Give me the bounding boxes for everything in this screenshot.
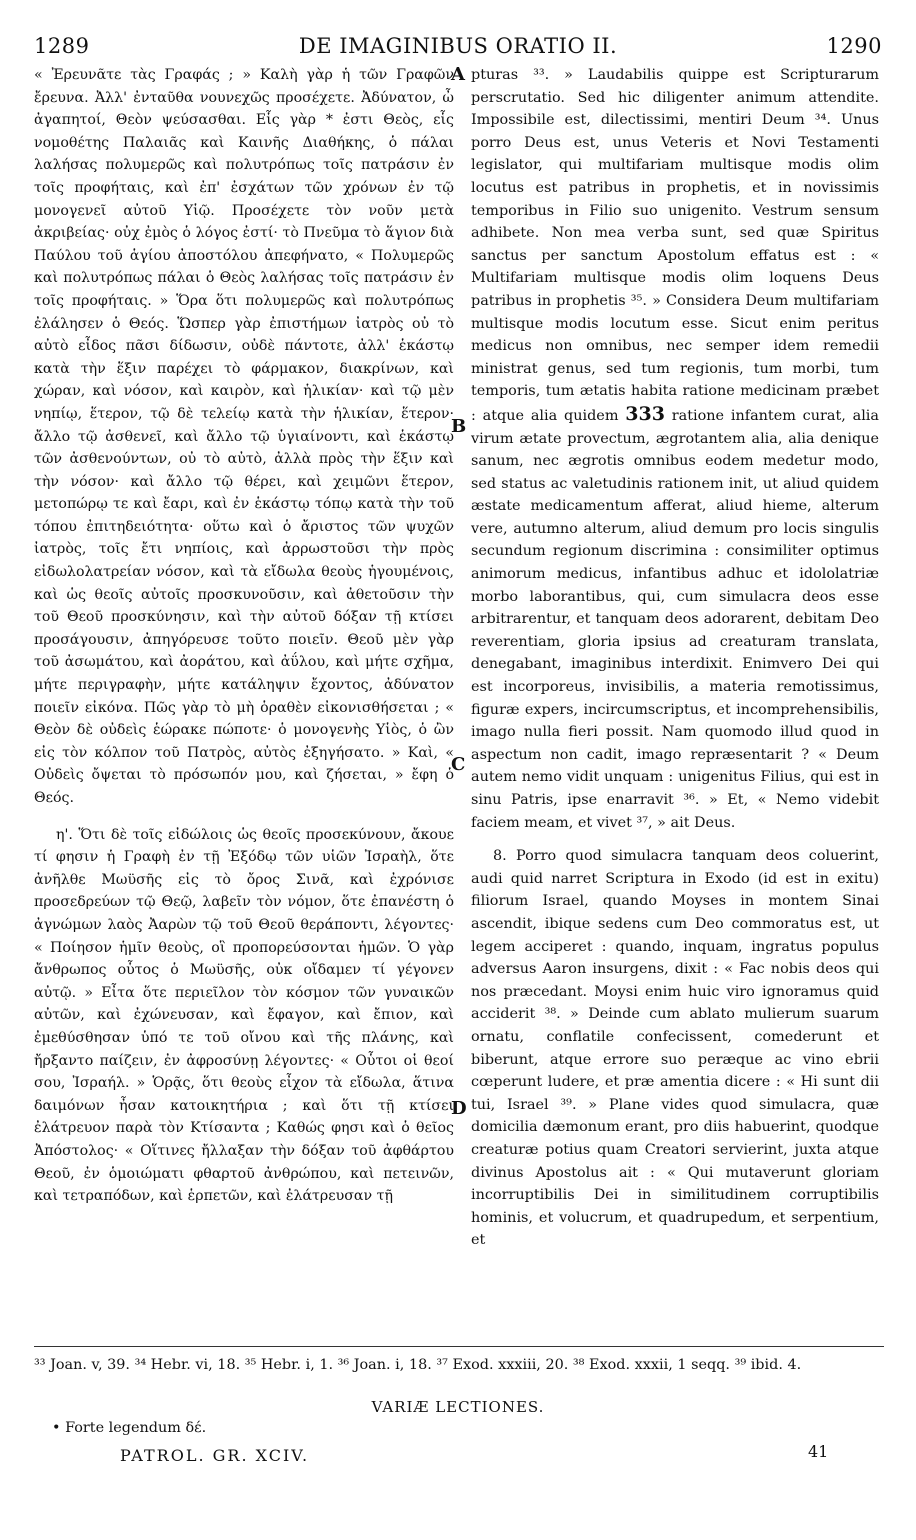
column-number: 333 [625, 402, 665, 425]
margin-letter-a: A [451, 64, 465, 85]
running-title: DE IMAGINIBUS ORATIO II. [298, 34, 618, 58]
margin-letter-c: C [451, 754, 466, 775]
greek-column [34, 64, 454, 1208]
footnotes: ³³ Joan. v, 39. ³⁴ Hebr. vi, 18. ³⁵ Hebr. i, 1. ³⁶ Joan. i, 18. ³⁷ Exod. xxxiii, 20. ³⁸ Exod. xxxii, 1 seqq. ³⁹ ibid. 4. [34, 1357, 802, 1373]
margin-letter-b: B [451, 416, 467, 437]
latin-paragraph-2: 8. Porro quod simulacra tanquam deos coluerint, audi quid narret Scriptura in Exodo (id est in exitu) filiorum Israel, quando Moyses in montem Sinai ascendit, ibique sedens cum Deo commoratus est, ut legem acciperet : quando, inquam, ingratus populus adversus Aaron insurgens, dixit : « Fac nobis deos qui nos præcedant. Moysi enim huic viro ignoramus quid acciderit ³⁸. » Deinde cum ablato mulierum suarum ornatu, conflatile confecissent, comederunt et biberunt, atque errore suo peræque ac vino ebrii cœperunt ludere, et præ amentia dicere : « Hi sunt dii tui, Israel ³⁹. » Plane vides quod simulacra, quæ domicilia dæmonum erant, pro diis habuerint, quodque creaturæ potius quam Creatori servierint, juxta atque divinus Apostolus ait : « Qui mutaverunt gloriam incorruptibilis Dei in similitudinem corruptibilis hominis, et volucrum, et quadrupedum, et serpentium, et [471, 848, 879, 1249]
greek-paragraph-2: η'. Ὅτι δὲ τοῖς εἰδώλοις ὡς θεοῖς προσεκύνουν, ἄκουε τί φησιν ἡ Γραφὴ ἐν τῇ Ἐξόδῳ τῶν υἱῶν Ἰσραὴλ, ὅτε ἀνῆλθε Μωϋσῆς εἰς τὸ ὄρος Σινᾶ, καὶ ἐχρόνισε προσεδρεύων τῷ Θεῷ, λαβεῖν τὸν νόμον, ὅτε ἐπανέστη ὁ ἀγνώμων λαὸς Ἀαρὼν τῷ τοῦ Θεοῦ θεράποντι, λέγοντες· « Ποίησον ἡμῖν θεοὺς, οἳ προπορεύσονται ἡμῶν. Ὁ γὰρ ἄνθρωπος οὗτος ὁ Μωϋσῆς, οὐκ οἴδαμεν τί γέγονεν αὐτῷ. » Εἶτα ὅτε περιεῖλον τὸν κόσμον τῶν γυναικῶν αὐτῶν, καὶ ἐχώνευσαν, καὶ ἔφαγον, καὶ ἔπιον, καὶ ἐμεθύσθησαν ὑπό τε τοῦ οἴνου καὶ τῆς πλάνης, καὶ ἤρξαντο παίζειν, ἐν ἀφροσύνῃ λέγοντες· « Οὗτοι οἱ θεοί σου, Ἰσραήλ. » Ὁρᾷς, ὅτι θεοὺς εἶχον τὰ εἴδωλα, ἅτινα δαιμόνων ἦσαν κατοικητήρια ; καὶ ὅτι τῇ κτίσει ἐλάτρευον παρὰ τὸν Κτίσαντα ; Καθώς φησι καὶ ὁ θεῖος Ἀπόστολος· « Οἵτινες ἤλλαξαν τὴν δόξαν τοῦ ἀφθάρτου Θεοῦ, ἐν ὁμοιώματι φθαρτοῦ ἀνθρώπου, καὶ πετεινῶν, καὶ τετραπόδων, καὶ ἑρπετῶν, καὶ ἐλάτρευσαν τῇ [34, 826, 454, 1205]
gathering-signature: 41 [808, 1442, 829, 1461]
footnote-divider [34, 1346, 884, 1347]
latin-paragraph-1-part-a: pturas ³³. » Laudabilis quippe est Scripturarum perscrutatio. Sed hic diligenter animum attendite. Impossibile est, dilectissimi, mentiri Deum ³⁴. Unus porro Deus est, unus Veteris et Novi Testamenti legislator, qui multifariam multisque modis olim locutus est patribus in prophetis, et in novissimis temporibus in Filio suo unigenito. Vestrum sensum adhibete. Non mea verba sunt, sed quæ Spiritus sanctus per sanctum Apostolum effatus est : « Multifariam multisque modis olim loquens Deus patribus in prophetis ³⁵. » Considera Deum multifariam multisque modis locutum esse. Sicut enim peritus medicus non omnibus, nec semper idem remedii ministrat genus, sed tum regionis, tum morbi, tum temporis, tum ætatis habita ratione medicinam præbet : atque alia quidem [471, 67, 879, 424]
latin-paragraph-1 [471, 64, 879, 834]
series-signature: PATROL. GR. XCIV. [120, 1446, 310, 1465]
right-page-number: 1290 [826, 34, 882, 58]
margin-letter-d: D [451, 1098, 467, 1119]
left-page-number: 1289 [34, 34, 90, 58]
variae-lectiones-note: • Forte legendum δέ. [52, 1420, 207, 1436]
greek-paragraph-1: « Ἐρευνᾶτε τὰς Γραφάς ; » Καλὴ γὰρ ἡ τῶν Γραφῶν ἔρευνα. Ἀλλ' ἐνταῦθα νουνεχῶς προσέχετε. Ἀδύνατον, ὦ ἀγαπητοί, Θεὸν ψεύσασθαι. Εἷς γὰρ * ἐστι Θεὸς, εἷς νομοθέτης Παλαιᾶς καὶ Καινῆς Διαθήκης, ὁ πάλαι λαλήσας πολυμερῶς καὶ πολυτρόπως τοῖς πατράσιν ἐν τοῖς προφήταις, καὶ ἐπ' ἐσχάτων τῶν χρόνων ἐν τῷ μονογενεῖ αὐτοῦ Υἱῷ. Προσέχετε τὸν νοῦν μετὰ ἀκριβείας· οὐχ ἐμὸς ὁ λόγος ἐστί· τὸ Πνεῦμα τὸ ἅγιον διὰ Παύλου τοῦ ἁγίου ἀποστόλου ἀπεφήνατο, « Πολυμερῶς καὶ πολυτρόπως πάλαι ὁ Θεὸς λαλήσας τοῖς πατράσιν ἐν τοῖς προφήταις. » Ὅρα ὅτι πολυμερῶς καὶ πολυτρόπως ἐλάλησεν ὁ Θεός. Ὥσπερ γὰρ ἐπιστήμων ἰατρὸς οὐ τὸ αὐτὸ εἶδος πᾶσι δίδωσιν, οὐδὲ πάντοτε, ἀλλ' ἑκάστῳ κατὰ τὴν ἕξιν παρέχει τὸ φάρμακον, διακρίνων, καὶ χώραν, καὶ νόσον, καὶ καιρὸν, καὶ ἡλικίαν· καὶ τῷ μὲν νηπίῳ, ἕτερον, τῷ δὲ τελείῳ κατὰ τὴν ἡλικίαν, ἕτερον· ἄλλο τῷ ἀσθενεῖ, καὶ ἄλλο τῷ ὑγιαίνοντι, καὶ ἑκάστῳ τῶν ἀσθενούντων, οὐ τὸ αὐτὸ, ἀλλὰ πρὸς τὴν ἕξιν καὶ τὴν νόσον· καὶ ἄλλο τῷ θέρει, καὶ χειμῶνι ἕτερον, μετοπώρῳ τε καὶ ἔαρι, καὶ ἐν ἑκάστῳ τόπῳ κατὰ τὴν τοῦ τόπου ἐπιτηδειότητα· οὕτω καὶ ὁ ἄριστος τῶν ψυχῶν ἰατρὸς, τοῖς ἔτι νηπίοις, καὶ ἀρρωστοῦσι τὴν πρὸς εἰδωλολατρείαν νόσον, καὶ τὰ εἴδωλα θεοὺς ἡγουμένοις, καὶ ὡς θεοῖς αὐτοῖς προσκυνοῦσιν, καὶ ἀθετοῦσιν τὴν τοῦ Θεοῦ προσκύνησιν, καὶ τὴν αὐτοῦ δόξαν τῇ κτίσει προσάγουσιν, ἀπηγόρευσε τοῦτο ποιεῖν. Θεοῦ μὲν γὰρ τοῦ ἀσωμάτου, καὶ ἀοράτου, καὶ ἀΰλου, καὶ μήτε σχῆμα, μήτε περιγραφὴν, μήτε κατάληψιν ἔχοντος, ἀδύνατον ποιεῖν εἰκόνα. Πῶς γὰρ τὸ μὴ ὁραθὲν εἰκονισθήσεται ; « Θεὸν δὲ οὐδεὶς ἑώρακε πώποτε· ὁ μονογενὴς Υἱὸς, ὁ ὢν εἰς τὸν κόλπον τοῦ Πατρὸς, αὐτὸς ἐξηγήσατο. » Καὶ, « Οὐδεὶς ὄψεται τὸ πρόσωπόν μου, καὶ ζήσεται, » ἔφη ὁ Θεός. [34, 67, 454, 806]
latin-paragraph-1-part-b: ratione infantem curat, alia virum ætate provectum, ægrotantem alia, alia denique sanum, nec ægrotis omnibus eodem medetur modo, sed status ac valetudinis rationem init, ut aliud quidem æstate medicamentum afferat, aliud hieme, alterum vere, autumno alterum, aliud demum pro locis singulis secundum regionum discrimina : consimiliter optimus animorum medicus, infantibus adhuc et idololatriæ morbo laborantibus, qui, cum simulacra deos esse arbitrarentur, et tanquam deos adorarent, debitam Deo reverentiam, gloria ipsius ad creaturam translata, denegabant, imaginibus interdixit. Enimvero Dei qui est incorporeus, invisibilis, a materia remotissimus, figuræ expers, incircumscriptus, et incomprehensibilis, imago nulla fieri possit. Nam quomodo illud quod in aspectum non cadit, imago repræsentarit ? « Deum autem nemo vidit unquam : unigenitus Filius, qui est in sinu Patris, ipse enarravit ³⁶. » Et, « Nemo videbit faciem meam, et vivet ³⁷, » ait Deus. [471, 407, 879, 831]
latin-column [471, 64, 879, 1252]
variae-lectiones-heading: VARIÆ LECTIONES. [371, 1398, 545, 1416]
